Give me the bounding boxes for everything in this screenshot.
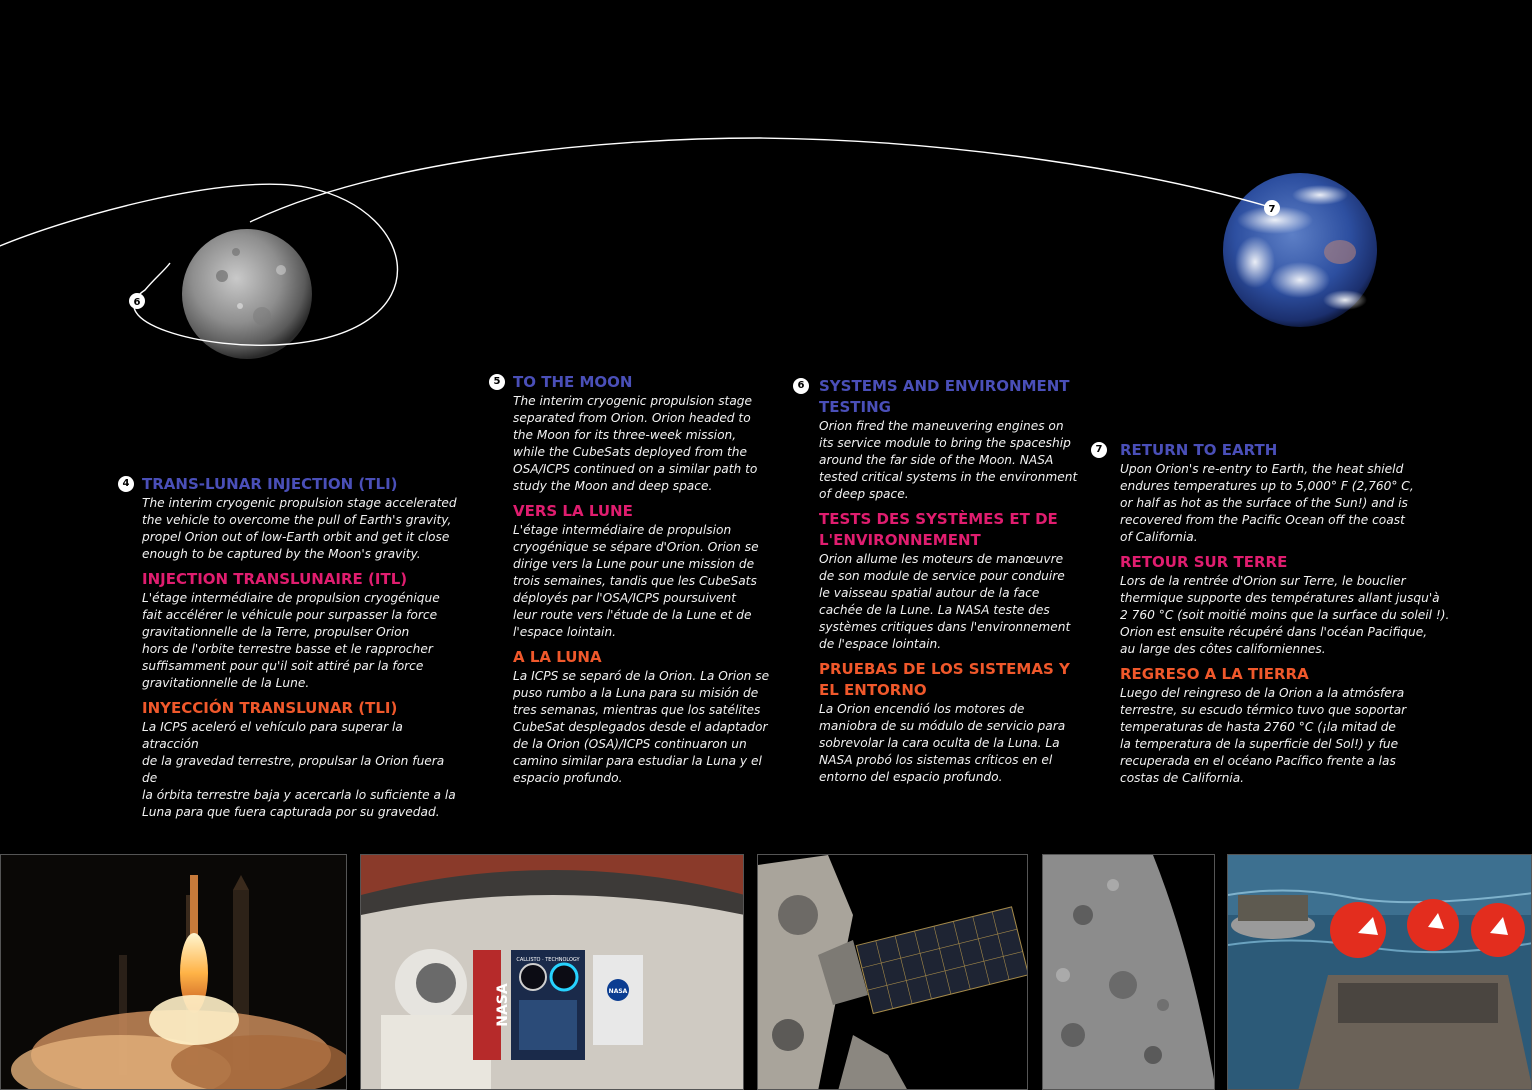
earth-image bbox=[1223, 173, 1377, 327]
section-4-body-en: The interim cryogenic propulsion stage accelerated the vehicle to overcome the pull of Earth's gravity, propel Orion out of low-Earth orbit and get it close enough to be captured by the Moon's gravity. bbox=[142, 496, 457, 561]
step-7-badge: 7 bbox=[1091, 442, 1107, 458]
photo-ocean-recovery bbox=[1227, 854, 1532, 1090]
section-6-body-fr: Orion allume les moteurs de manœuvre de son module de service pour conduire le vaisseau spatial autour de la face cachée de la Lune. La NASA teste des systèmes critiques dans l'environnement de l'espace lointain. bbox=[819, 552, 1071, 651]
section-6-title-en: SYSTEMS AND ENVIRONMENT TESTING bbox=[819, 377, 1070, 416]
section-5-title-fr: VERS LA LUNE bbox=[513, 502, 633, 520]
photo-launch bbox=[0, 854, 347, 1090]
section-5-title-es: A LA LUNA bbox=[513, 648, 602, 666]
svg-text:6: 6 bbox=[133, 297, 141, 308]
section-7-title-es: REGRESO A LA TIERRA bbox=[1120, 665, 1309, 683]
section-7-body-fr: Lors de la rentrée d'Orion sur Terre, le bouclier thermique supporte des températures allant jusqu'à 2 760 °C (soit moitié moins que la surface du soleil !). Orion est ensuite récupéré dans l'océan Pacifique, au large des côtes californiennes. bbox=[1120, 574, 1450, 656]
photo-capsule-interior bbox=[360, 854, 744, 1090]
svg-text:CALLISTO · TECHNOLOGY: CALLISTO · TECHNOLOGY bbox=[516, 957, 580, 963]
section-4-title-en: TRANS-LUNAR INJECTION (TLI) bbox=[142, 475, 398, 493]
section-4-body-fr: L'étage intermédiaire de propulsion cryogénique fait accélérer le véhicule pour surpasser la force gravitationnelle de la Terre, propulser Orion hors de l'orbite terrestre basse et le rapprocher suffisamment pour qu'il soit attiré par la force gravitationnelle de la Lune. bbox=[142, 591, 440, 690]
section-trans-lunar-injection bbox=[122, 474, 462, 821]
section-systems-environment-testing bbox=[797, 376, 1081, 786]
svg-text:7: 7 bbox=[1268, 204, 1276, 215]
section-5-title-en: TO THE MOON bbox=[513, 373, 633, 391]
section-7-title-en: RETURN TO EARTH bbox=[1120, 441, 1278, 459]
svg-text:NASA: NASA bbox=[495, 983, 511, 1027]
photo-lunar-surface bbox=[1042, 854, 1215, 1090]
photo-orion-spacecraft bbox=[757, 854, 1028, 1090]
section-6-body-es: La Orion encendió los motores de maniobra de su módulo de servicio para sobrevolar la cara oculta de la Luna. La NASA probó los sistemas críticos en el entorno del espacio profundo. bbox=[819, 702, 1066, 784]
section-4-title-fr: INJECTION TRANSLUNAIRE (ITL) bbox=[142, 570, 408, 588]
step-4-badge: 4 bbox=[118, 476, 134, 492]
section-5-body-en: The interim cryogenic propulsion stage separated from Orion. Orion headed to the Moon for its three-week mission, while the CubeSats deployed from the OSA/ICPS continued on a similar path to study the Moon and deep space. bbox=[513, 394, 758, 493]
section-4-title-es: INYECCIÓN TRANSLUNAR (TLI) bbox=[142, 699, 398, 717]
section-to-the-moon bbox=[493, 372, 773, 787]
section-7-body-en: Upon Orion's re-entry to Earth, the heat shield endures temperatures up to 5,000° F (2,760° C, or half as hot as the surface of the Sun!) and is recovered from the Pacific Ocean off the coast of California. bbox=[1120, 462, 1414, 544]
svg-text:NASA: NASA bbox=[608, 988, 628, 995]
section-4-body-es: La ICPS aceleró el vehículo para superar la atracción de la gravedad terrestre, propulsar la Orion fuera de la órbita terrestre baja y acercarla lo suficiente a la Luna para que fuera capturada por su gravedad. bbox=[142, 720, 456, 819]
earth-marker bbox=[1264, 200, 1280, 216]
section-return-to-earth bbox=[1095, 440, 1450, 787]
section-6-title-fr: TESTS DES SYSTÈMES ET DE L'ENVIRONNEMENT bbox=[819, 510, 1058, 549]
section-6-title-es: PRUEBAS DE LOS SISTEMAS Y EL ENTORNO bbox=[819, 660, 1070, 699]
section-5-body-es: La ICPS se separó de la Orion. La Orion se puso rumbo a la Luna para su misión de tres semanas, mientras que los satélites CubeSat desplegados desde el adaptador de la Orion (OSA)/ICPS continuaron un camino similar para estudiar la Luna y el espacio profundo. bbox=[513, 669, 770, 785]
step-6-badge: 6 bbox=[793, 378, 809, 394]
step-5-badge: 5 bbox=[489, 374, 505, 390]
section-7-body-es: Luego del reingreso de la Orion a la atmósfera terrestre, su escudo térmico tuvo que soportar temperaturas de hasta 2760 °C (¡la mitad de la temperatura de la superficie del Sol!) y fue recuperada en el océano Pacífico frente a las costas de California. bbox=[1120, 686, 1407, 785]
section-7-title-fr: RETOUR SUR TERRE bbox=[1120, 553, 1288, 571]
section-5-body-fr: L'étage intermédiaire de propulsion cryogénique se sépare d'Orion. Orion se dirige vers la Lune pour une mission de trois semaines, tandis que les CubeSats déployés par l'OSA/ICPS poursuivent leur route vers l'étude de la Lune et de l'espace lointain. bbox=[513, 523, 759, 639]
section-6-body-en: Orion fired the maneuvering engines on its service module to bring the spaceship around the far side of the Moon. NASA tested critical systems in the environment of deep space. bbox=[819, 419, 1078, 501]
moon-marker bbox=[129, 293, 145, 309]
